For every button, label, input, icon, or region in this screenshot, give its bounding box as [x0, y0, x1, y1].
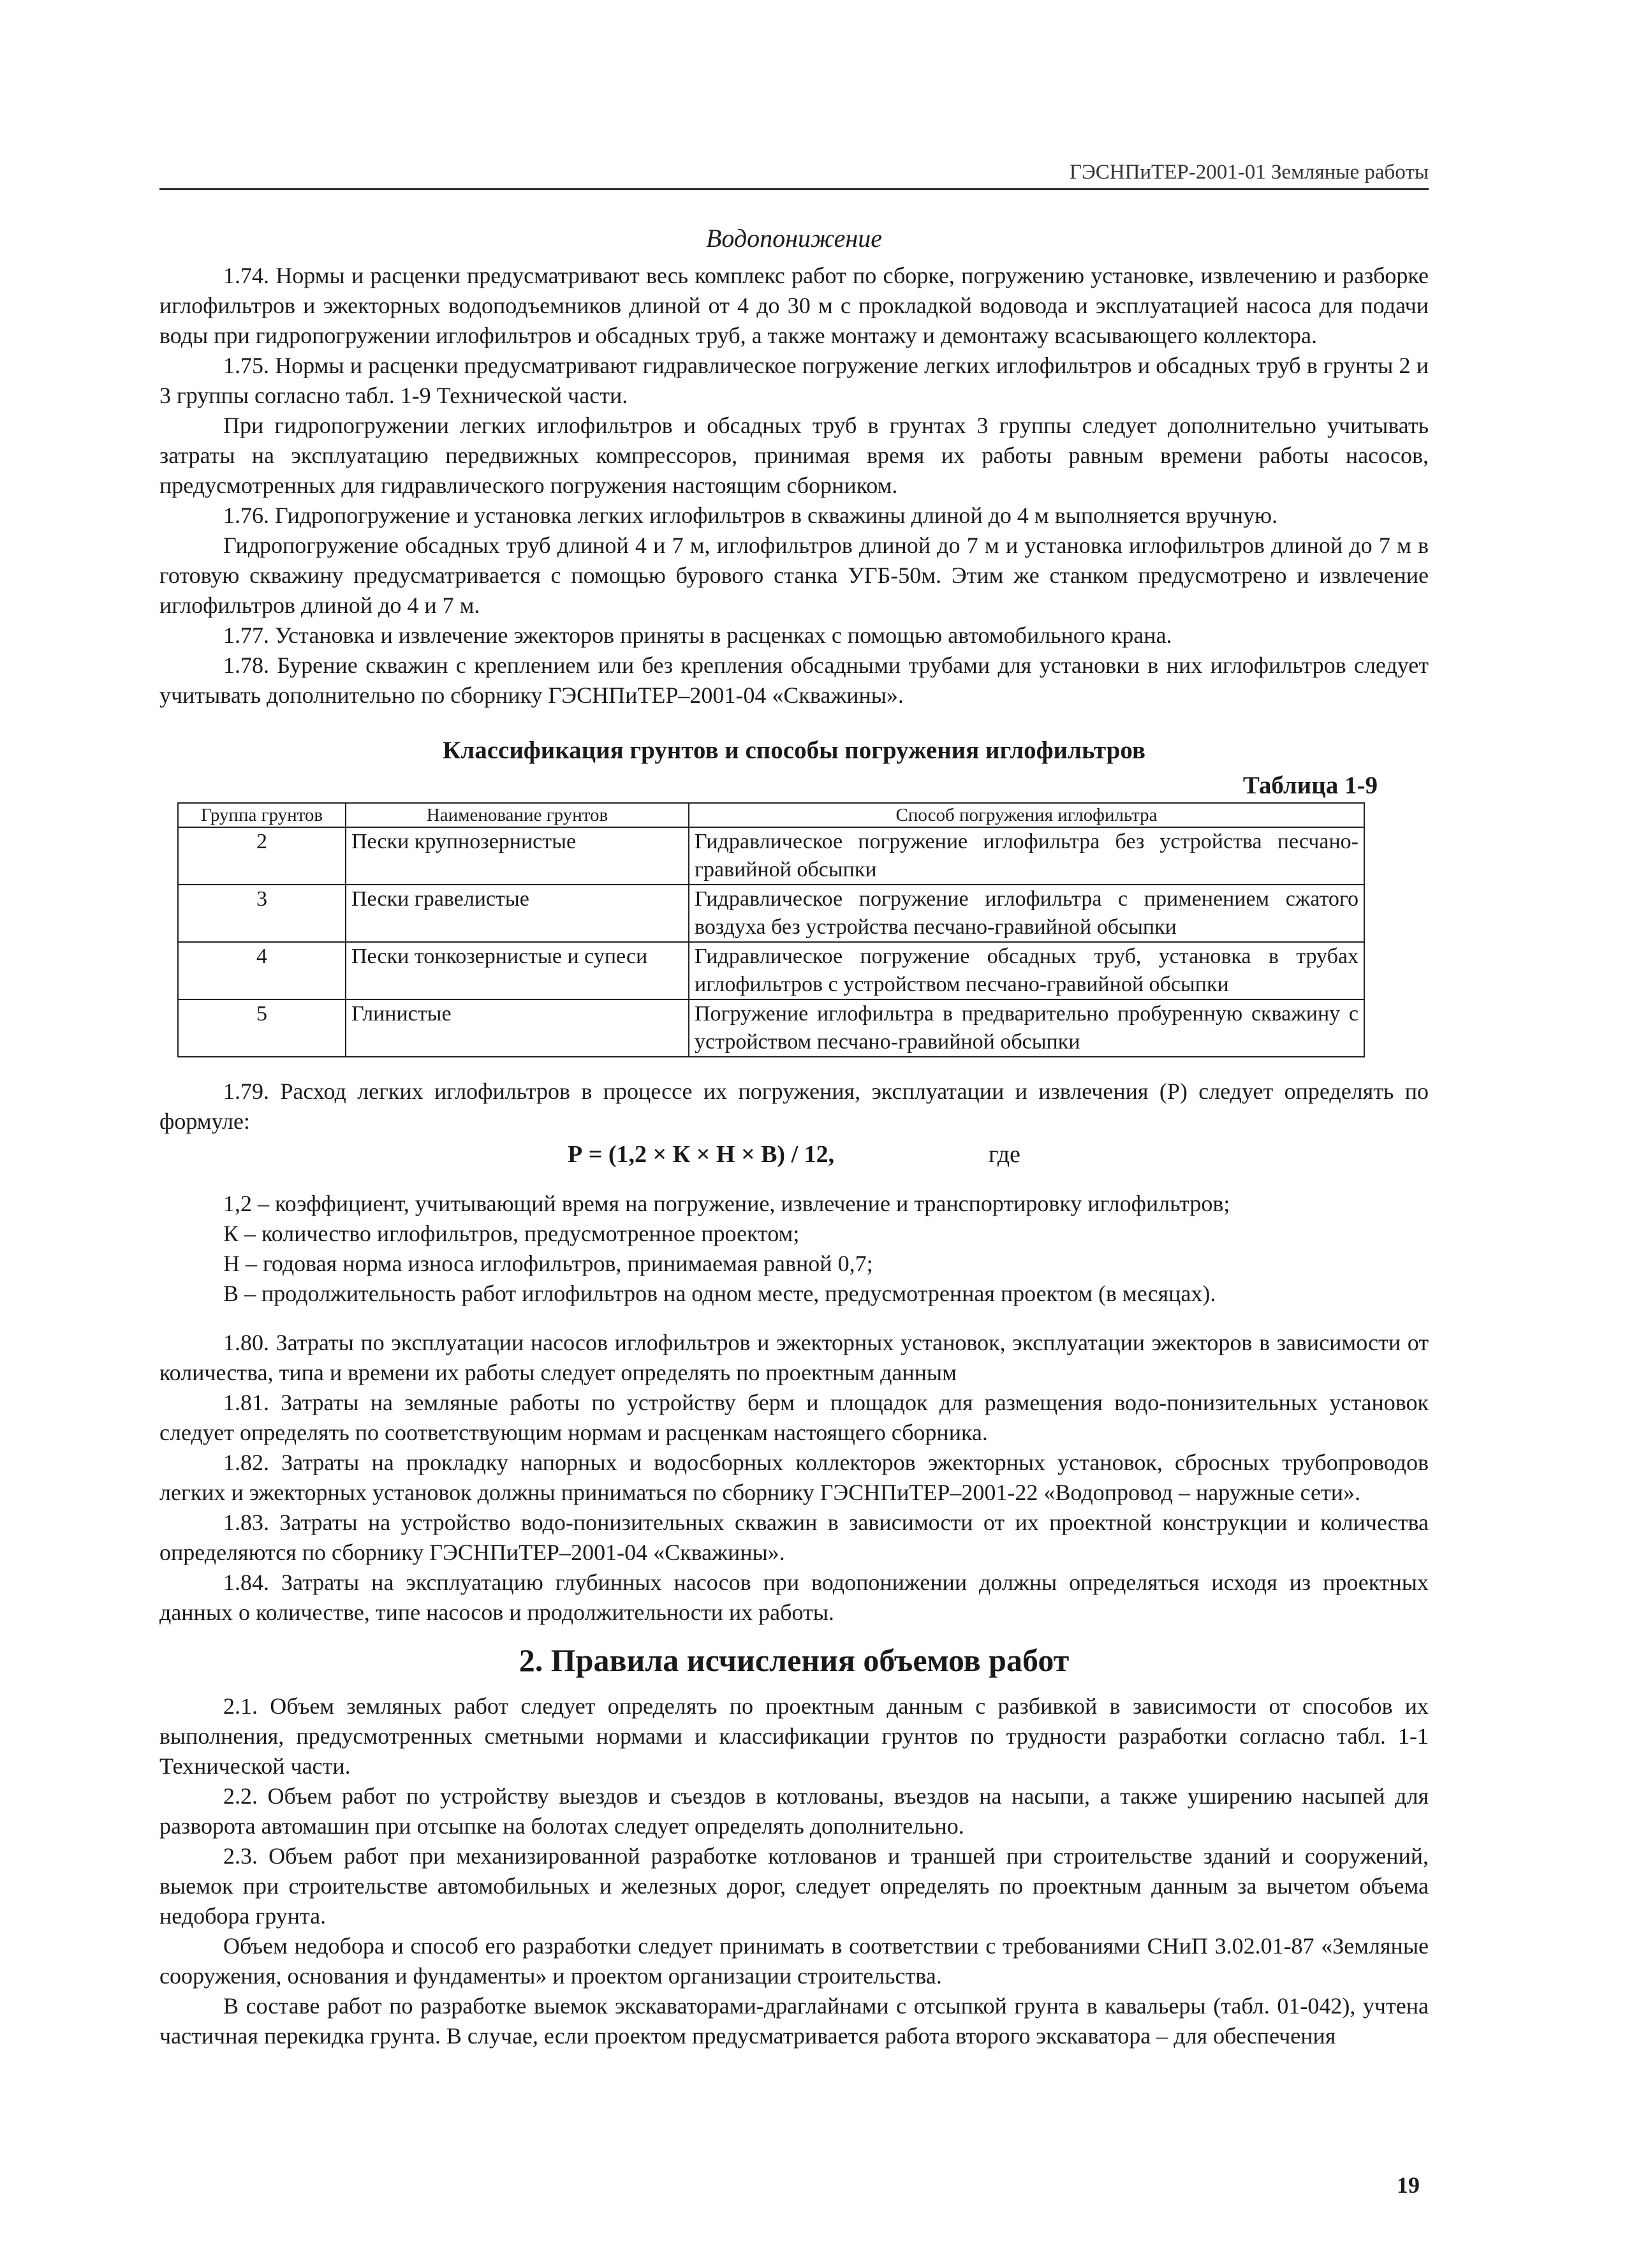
paragraph-1-82: 1.82. Затраты на прокладку напорных и водосборных коллекторов эжекторных установок, сбросных трубопроводов легких и эжекторных установок должны приниматься по сборнику ГЭСНПиТЕР–2001-22 «Водопровод – наружные сети».	[159, 1450, 1429, 1505]
section-2-title: 2. Правила исчисления объемов работ	[519, 1642, 1070, 1678]
spacer	[159, 1057, 1429, 1077]
section-title-vodoponizhenie: Водопонижение	[705, 224, 882, 253]
paragraph-1-81: 1.81. Затраты на земляные работы по устройству берм и площадок для размещения водо-понизительных установок следует определять по соответствующим нормам и расценкам настоящего сборника.	[159, 1390, 1429, 1445]
paragraph-1-76: 1.76. Гидропогружение и установка легких иглофильтров в скважины длиной до 4 м выполняется вручную.	[223, 503, 1277, 528]
paragraph-1-77: 1.77. Установка и извлечение эжекторов приняты в расценках с помощью автомобильного крана.	[223, 622, 1172, 648]
definition-coefficient: 1,2 – коэффициент, учитывающий время на погружение, извлечение и транспортировку иглофильтров;	[223, 1191, 1230, 1216]
cell-group: 2	[178, 827, 346, 885]
definition-k: К – количество иглофильтров, предусмотренное проектом;	[223, 1221, 800, 1246]
cell-group: 5	[178, 999, 346, 1057]
paragraph-1-83: 1.83. Затраты на устройство водо-понизительных скважин в зависимости от их проектной конструкции и количества определяются по сборнику ГЭСНПиТЕР–2001-04 «Скважины».	[159, 1510, 1429, 1565]
definition-h: Н – годовая норма износа иглофильтров, принимаемая равной 0,7;	[223, 1251, 873, 1276]
paragraph-1-79: 1.79. Расход легких иглофильтров в процессе их погружения, эксплуатации и извлечения (Р) следует определять по формуле:	[159, 1079, 1429, 1134]
paragraph-2-1: 2.1. Объем земляных работ следует определять по проектным данным с разбивкой в зависимости от способов их выполнения, предусмотренных сметными нормами и классификации грунтов по трудности разработки согласно табл. 1-1 Технической части.	[159, 1693, 1429, 1779]
cell-group: 4	[178, 942, 346, 999]
paragraph-1-84: 1.84. Затраты на эксплуатацию глубинных насосов при водопонижении должны определяться исходя из проектных данных о количестве, типе насосов и продолжительности их работы.	[159, 1570, 1429, 1625]
paragraph-1-75: 1.75. Нормы и расценки предусматривают гидравлическое погружение легких иглофильтров и обсадных труб в грунты 2 и 3 группы согласно табл. 1-9 Технической части.	[159, 353, 1429, 408]
table-label: Таблица 1-9	[1242, 772, 1378, 799]
cell-method: Гидравлическое погружение иглофильтра без устройства песчано-гравийной обсыпки	[689, 827, 1364, 885]
cell-method: Гидравлическое погружение иглофильтра с применением сжатого воздуха без устройства песчано-гравийной обсыпки	[689, 885, 1364, 942]
paragraph-1-80: 1.80. Затраты по эксплуатации насосов иглофильтров и эжекторных установок, эксплуатации эжекторов в зависимости от количества, типа и времени их работы следует определять по проектным данным	[159, 1330, 1429, 1385]
formula-line	[159, 1140, 1429, 1172]
cell-name: Пески тонкозернистые и супеси	[346, 942, 689, 999]
table-row	[178, 942, 1364, 999]
column-header-group: Группа грунтов	[178, 803, 346, 827]
running-header: ГЭСНПиТЕР-2001-01 Земляные работы	[159, 161, 1429, 190]
paragraph-1-74: 1.74. Нормы и расценки предусматривают весь комплекс работ по сборке, погружению установке, извлечению и разборке иглофильтров и эжекторных водоподъемников длиной от 4 до 30 м с прокладкой водовода и эксплуатацией насоса для подачи воды при гидропогружении иглофильтров и обсадных труб, а также монтажу и демонтажу всасывающего коллектора.	[159, 263, 1429, 348]
table-title: Классификация грунтов и способы погружения иглофильтров	[443, 737, 1145, 764]
page-content	[159, 223, 1429, 2051]
formula: Р = (1,2 × К × Н × В) / 12,	[568, 1141, 835, 1168]
cell-method: Гидравлическое погружение обсадных труб, установка в трубах иглофильтров с устройством песчано-гравийной обсыпки	[689, 942, 1364, 999]
page-number: 19	[1397, 2172, 1420, 2198]
spacer	[159, 1309, 1429, 1328]
table-row	[178, 827, 1364, 885]
formula-where: где	[989, 1141, 1020, 1168]
table-row	[178, 885, 1364, 942]
paragraph-2-3: 2.3. Объем работ при механизированной разработке котлованов и траншей при строительстве зданий и сооружений, выемок при строительстве автомобильных и железных дорог, следует определять по проектным данным за вычетом объема недобора грунта.	[159, 1843, 1429, 1929]
cell-name: Пески крупнозернистые	[346, 827, 689, 885]
cell-method: Погружение иглофильтра в предварительно пробуренную скважину с устройством песчано-гравийной обсыпки	[689, 999, 1364, 1057]
paragraph-1-75-cont: При гидропогружении легких иглофильтров и обсадных труб в грунтах 3 группы следует дополнительно учитывать затраты на эксплуатацию передвижных компрессоров, принимая время их работы равным времени работы насосов, предусмотренных для гидравлического погружения настоящим сборником.	[159, 413, 1429, 498]
paragraph-2-2: 2.2. Объем работ по устройству выездов и съездов в котлованы, въездов на насыпи, а также уширению насыпей для разворота автомашин при отсыпке на болотах следует определять дополнительно.	[159, 1783, 1429, 1839]
paragraph-1-78: 1.78. Бурение скважин с креплением или без крепления обсадными трубами для установки в них иглофильтров следует учитывать дополнительно по сборнику ГЭСНПиТЕР–2001-04 «Скважины».	[159, 652, 1429, 708]
paragraph-1-76-cont: Гидропогружение обсадных труб длиной 4 и 7 м, иглофильтров длиной до 7 м и установка иглофильтров длиной до 7 м в готовую скважину предусматривается с помощью бурового станка УГБ-50м. Этим же станком предусмотрено и извлечение иглофильтров длиной до 4 и 7 м.	[159, 533, 1429, 618]
paragraph-2-3-cont: Объем недобора и способ его разработки следует принимать в соответствии с требованиями СНиП 3.02.01-87 «Земляные сооружения, основания и фундаменты» и проектом организации строительства.	[159, 1933, 1429, 1989]
table-header-row	[178, 803, 1364, 827]
column-header-name: Наименование грунтов	[346, 803, 689, 827]
table-row	[178, 999, 1364, 1057]
paragraph-2-3-last: В составе работ по разработке выемок экскаваторами-драглайнами с отсыпкой грунта в кавальеры (табл. 01-042), учтена частичная перекидка грунта. В случае, если проектом предусматривается работа второго экскаватора – для обеспечения	[159, 1993, 1429, 2049]
soil-classification-table	[177, 802, 1365, 1057]
definition-b: В – продолжительность работ иглофильтров на одном месте, предусмотренная проектом (в месяцах).	[223, 1281, 1216, 1306]
cell-name: Глинистые	[346, 999, 689, 1057]
column-header-method: Способ погружения иглофильтра	[689, 803, 1364, 827]
cell-group: 3	[178, 885, 346, 942]
cell-name: Пески гравелистые	[346, 885, 689, 942]
